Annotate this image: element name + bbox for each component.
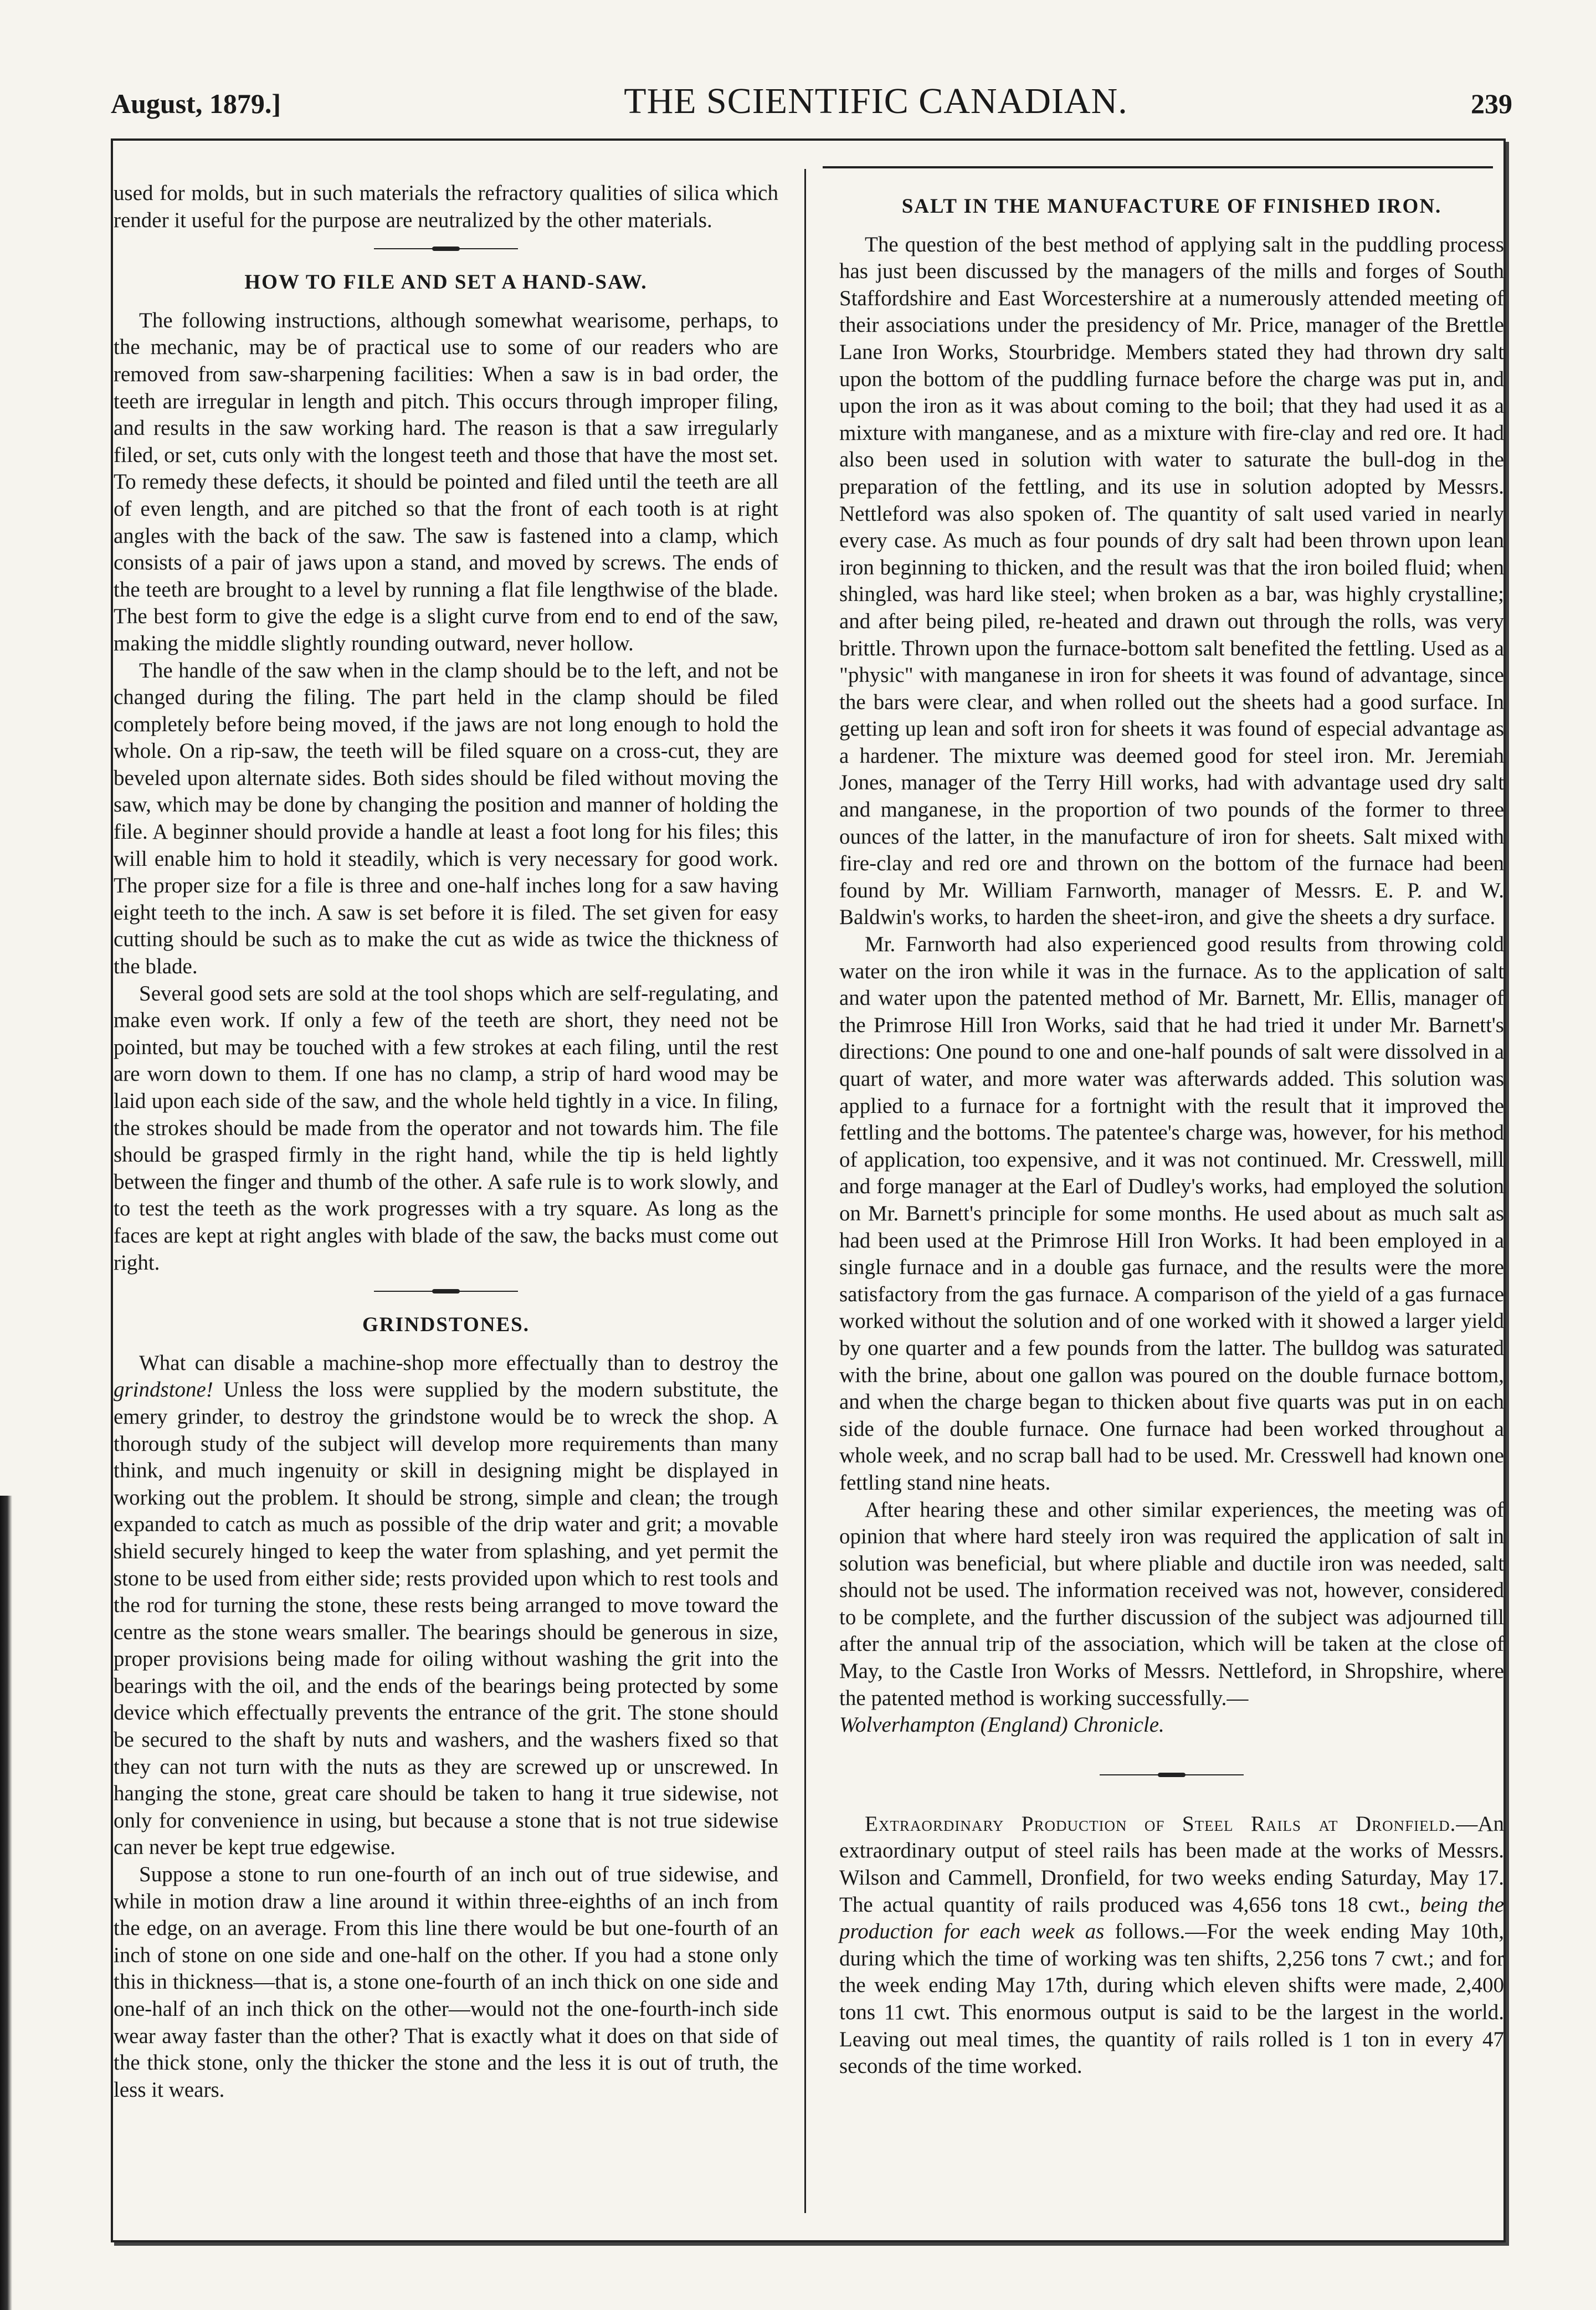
column-rule [804,169,806,2213]
grindstone-paragraph-1 [114,1350,778,1861]
binding-edge [0,1496,12,2310]
left-column [114,180,778,2103]
saw-article-heading: HOW TO FILE AND SET A HAND-SAW. [244,271,648,294]
saw-paragraph-1: The following instructions, although somewhat wearisome, perhaps, to the mechanic, may be of practical use to some of our readers who are removed from saw-sharpening facilities: When a saw is in bad order, the teeth are irregular in length and pitch. This occurs through improper filing, and results in the saw working hard. The reason is that a saw irregularly filed, or set, cuts only with the longest teeth and those that have the most set. To remedy these defects, it should be pointed and filed until the teeth are all of even length, and are pitched so that the front of each tooth is at right angles with the back of the saw. The saw is fastened into a clamp, which consists of a pair of jaws upon a stand, and moved by screws. The ends of the teeth are brought to a level by running a flat file lengthwise of the blade. The best form to give the edge is a slight curve from end to end of the saw, making the middle slightly rounding outward, never hollow. [114,308,778,655]
saw-paragraph-3: Several good sets are sold at the tool shops which are self-regulating, and make even work. If only a few of the teeth are short, they need not be pointed, but may be touched with a few strokes at each filing, until the rest are worn down to them. If one has no clamp, a strip of hard wood may be laid upon each side of the saw, and the whole held tightly in a vice. In filing, the strokes should be made from the operator and not towards him. The file should be grasped firmly in the right hand, while the tip is held lightly between the finger and thumb of the other. A safe rule is to work slowly, and to test the teeth as the work progresses with a try square. As long as the faces are kept at right angles with blade of the saw, the backs must come out right. [114,981,778,1275]
salt-paragraph-1: The question of the best method of applying salt in the puddling process has just been discussed by the managers of the mills and forges of South Staffordshire and East Worcestershire at a numerously attended meeting of their associations under the presidency of Mr. Price, manager of the Brettle Lane Iron Works, Stourbridge. Members stated they had thrown dry salt upon the bottom of the puddling furnace before the charge was put in, and upon the iron as it was about coming to the boil; that they had used it as a mixture with manganese, and as a mixture with fire-clay and red ore. It had also been used in solution with water to saturate the bull-dog in the preparation of the fettling, and its use in solution adopted by Messrs. Nettleford was also spoken of. The quantity of salt used varied in nearly every case. As much as four pounds of dry salt had been thrown upon lean iron beginning to thicken, and the result was that the iron boiled fluid; when shingled, was hard like steel; when broken as a bar, was highly crystalline; and after being piled, re-heated and drawn out through the rolls, was very brittle. Thrown upon the furnace-bottom salt benefited the fettling. Used as a "physic" with manganese in iron for sheets it was found of advantage, since the bars were clear, and when rolled out the sheets had a good surface. In getting up lean and soft iron for sheets it was found of especial advantage as a hardener. The mixture was deemed good for steel iron. Mr. Jeremiah Jones, manager of the Terry Hill works, had with advantage used dry salt and manganese, in the proportion of two pounds of the former to three ounces of the latter, in the manufacture of iron for sheets. Salt mixed with fire-clay and red ore and thrown on the bottom of the furnace had been found by Mr. William Farnworth, manager of Messrs. E. P. and W. Baldwin's works, to harden the sheet-iron, and give the sheets a dry surface. [839,232,1504,930]
page-header [111,80,1512,130]
salt-source-citation: Wolverhampton (England) Chronicle. [839,1713,1164,1737]
rails-article [839,1811,1504,2080]
right-column [839,180,1504,2080]
section-divider [374,246,518,251]
grindstone-p1-start: What can disable a machine-shop more effectually than to destroy the [139,1351,778,1375]
grindstone-p1-italic: grindstone! [114,1378,213,1402]
salt-paragraph-3: After hearing these and other similar experiences, the meeting was of opinion that where hard steely iron was required the application of salt in solution was beneficial, but where pliable and ductile iron was needed, salt should not be used. The information received was not, however, considered to be complete, and the further discussion of the subject was adjourned till after the annual trip of the association, which will be taken at the close of May, to the Castle Iron Works of Messrs. Nettleford, in Shropshire, where the patented method is working successfully.— [839,1497,1504,1710]
saw-paragraph-2: The handle of the saw when in the clamp should be to the left, and not be changed during the filing. The part held in the clamp should be filed completely before being moved, if the jaws are not long enough to hold the whole. On a rip-saw, the teeth will be filed square on a cross-cut, they are beveled upon alternate sides. Both sides should be filed without moving the saw, which may be done by changing the position and manner of holding the file. A beginner should provide a handle at least a foot long for his files; this will enable him to hold it steadily, which is very necessary for good work. The proper size for a file is three and one-half inches long for a saw having eight teeth to the inch. A saw is set before it is filed. The set given for easy cutting should be such as to make the cut as wide as twice the thickness of the blade. [114,658,778,979]
continued-paragraph: used for molds, but in such materials the refractory qualities of silica which render it useful for the purpose are neutralized by the other materials. [114,181,778,232]
issue-date: August, 1879.] [111,88,281,119]
grindstone-article-heading: GRINDSTONES. [362,1313,530,1337]
salt-article-heading: SALT IN THE MANUFACTURE OF FINISHED IRON. [901,195,1442,218]
rails-body-start: —An extraordinary output of steel rails has been made at the works of Messrs. Wilson and Cammell, Dronfield, for two weeks ending Saturday, May 17. The actual quantity of rails produced was 4,656 tons 18 cwt., [839,1811,1504,1917]
page-number: 239 [1470,88,1512,119]
rails-article-title: Extraordinary Production of Steel Rails at Dronfield. [865,1811,1456,1836]
section-divider [374,1289,518,1294]
rails-body-rest: follows.—For the week ending May 10th, during which the time of working was ten shifts, 2,256 tons 7 cwt.; and for the week ending May 17th, during which eleven shifts were made, 2,400 tons 11 cwt. This enormous output is said to be the largest in the world. Leaving out meal times, the quantity of rails rolled is 1 ton in every 47 seconds of the time worked. [839,1919,1504,2078]
journal-title: THE SCIENTIFIC CANADIAN. [624,81,1128,121]
box-rule [823,166,1493,168]
rails-body-italic: being the production for each week as [839,1892,1504,1944]
section-divider [1100,1772,1244,1778]
grindstone-paragraph-2: Suppose a stone to run one-fourth of an inch out of true sidewise, and while in motion draw a line around it within three-eighths of an inch from the edge, on an average. From this line there would be but one-fourth of an inch of stone on one side and one-half on the other. If you had a stone only this in thickness—that is, a stone one-fourth of an inch thick on one side and one-half of an inch thick on the other—would not the one-fourth-inch side wear away faster than the other? That is exactly what it does on that side of the thick stone, only the thicker the stone and the less it is out of truth, the less it wears. [114,1862,778,2102]
salt-paragraph-2: Mr. Farnworth had also experienced good results from throwing cold water on the iron while it was in the furnace. As to the application of salt and water upon the patented method of Mr. Barnett, Mr. Ellis, manager of the Primrose Hill Iron Works, said that he had tried it under Mr. Barnett's directions: One pound to one and one-half pounds of salt were dissolved in a quart of water, and more water was afterwards added. This solution was applied to a furnace for a fortnight with the result that it improved the fettling and the bottoms. The patentee's charge was, however, for his method of application, too expensive, and it was not continued. Mr. Cresswell, mill and forge manager at the Earl of Dudley's works, had employed the solution on Mr. Barnett's principle for some months. He used about as much salt as had been used at the Primrose Hill Iron Works. It had been employed in a single furnace and in a double gas furnace, and the results were the more satisfactory from the gas furnace. A comparison of the yield of a gas furnace worked without the solution and of one worked with it showed a larger yield by one quarter and a few pounds from the latter. The bulldog was saturated with the brine, about one gallon was poured on the double furnace bottom, and when the charge began to thicken about five quarts was put in on each side of the double furnace. One furnace had been worked throughout a whole week, and no scrap ball had to be used. Mr. Cresswell had known one fettling stand nine heats. [839,932,1504,1495]
grindstone-p1-rest: Unless the loss were supplied by the modern substitute, the emery grinder, to destroy the grindstone would be to wreck the shop. A thorough study of the subject will develop more requirements than many think, and much ingenuity or skill in designing might be displayed in working out the problem. It should be strong, simple and clean; the trough expanded to catch as much as possible of the drip water and grit; a movable shield securely hinged to keep the water from splashing, and yet permit the stone to be used from either side; rests provided upon which to rest tools and the rod for turning the stone, these rests being arranged to move toward the centre as the stone wears smaller. The bearings should be generous in size, proper provisions being made for oiling without washing the grit into the bearings with the oil, and the ends of the bearings being protected by some device which effectually prevents the entrance of the grit. The stone should be secured to the shaft by nuts and washers, and the washers fixed so that they can not turn with the nuts as they are screwed up or unscrewed. In hanging the stone, great care should be taken to hang it true sidewise, not only for convenience in using, but because a stone that is not true sidewise can never be kept true edgewise. [114,1378,778,1860]
